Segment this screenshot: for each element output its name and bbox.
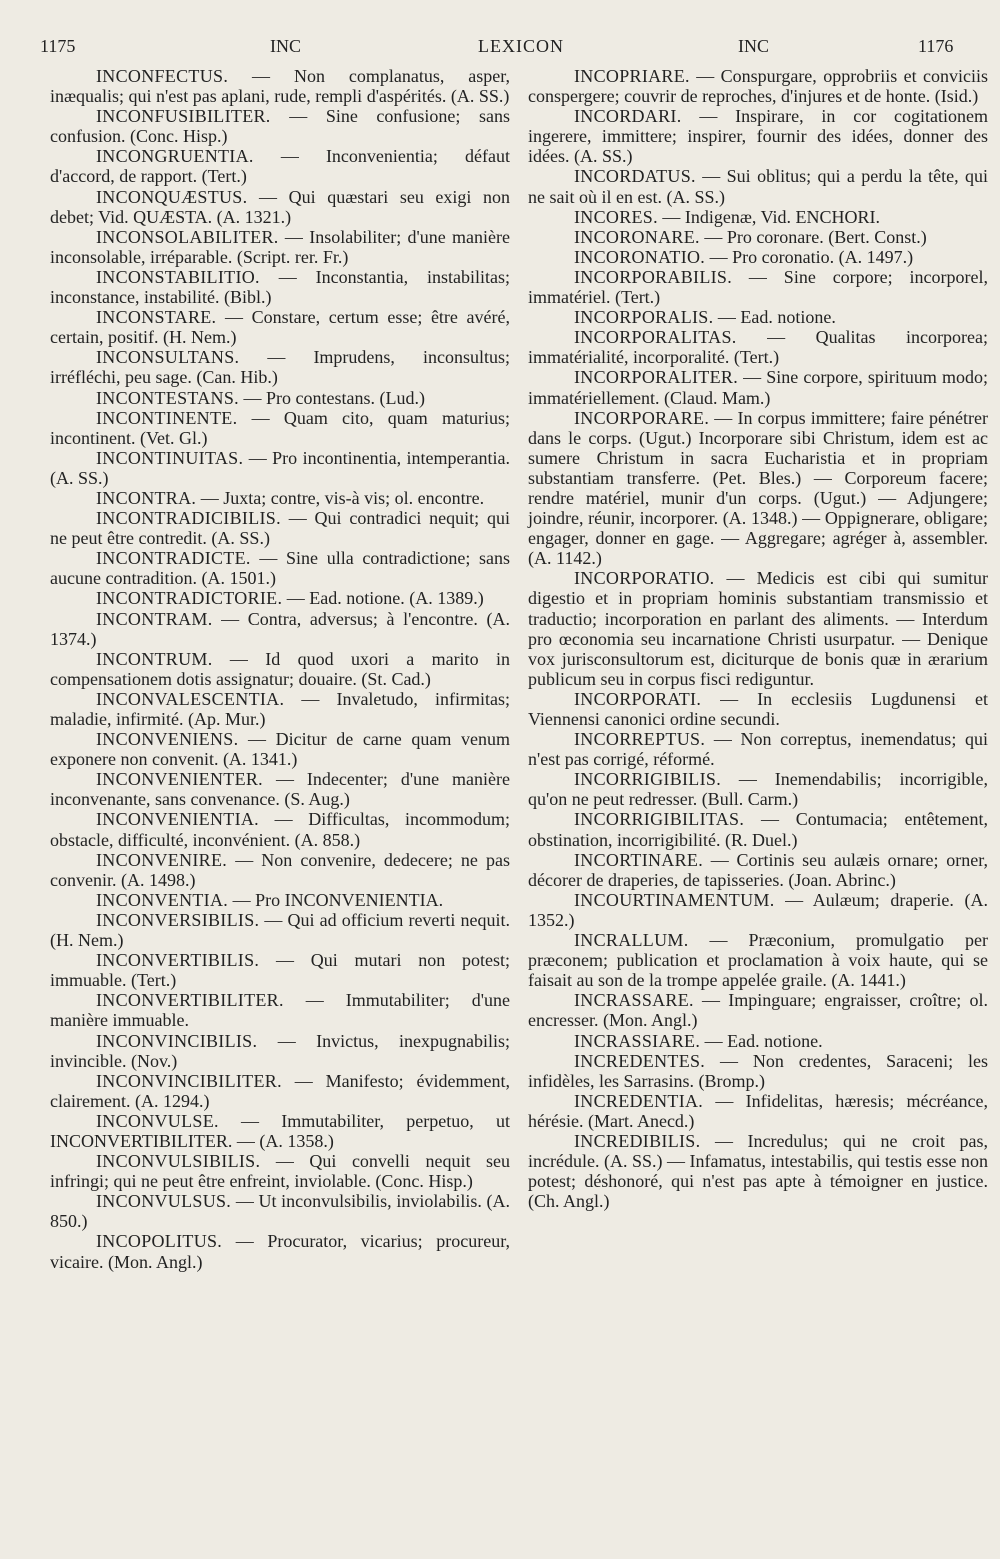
entry-headword: INCONSTABILITIO. — [96, 266, 260, 287]
entry-headword: INCORPORABILIS. — [574, 266, 733, 287]
dictionary-entry — [50, 307, 510, 347]
dictionary-entry — [50, 729, 510, 769]
entry-headword: INCOPRIARE. — [574, 66, 690, 86]
dictionary-entry — [50, 187, 510, 227]
dictionary-entry — [50, 1151, 510, 1191]
dictionary-entry — [50, 1111, 510, 1151]
dictionary-entry — [528, 227, 988, 247]
entry-definition: — Inconvenientia; défaut d'accord, de rapport. (Tert.) — [50, 146, 510, 187]
entry-headword: INCORPORATI. — [574, 688, 702, 709]
left-page-number: 1175 — [40, 36, 76, 56]
dictionary-entry — [50, 1231, 510, 1271]
entry-definition: — Sine corpore, spirituum modo; immatériellement. (Claud. Mam.) — [528, 367, 988, 408]
entry-headword: INCOURTINAMENTUM. — [574, 889, 775, 910]
left-guide-word: INC — [270, 36, 301, 56]
entry-definition: — Impinguare; engraisser, croître; ol. encresser. (Mon. Angl.) — [528, 990, 989, 1031]
entry-headword: INCREDIBILIS. — [574, 1130, 701, 1151]
dictionary-entry — [50, 388, 510, 408]
dictionary-entry — [50, 809, 510, 849]
dictionary-entry — [50, 408, 510, 448]
entry-headword: INCORPORALIS. — [574, 307, 714, 328]
entry-definition: — In corpus immittere; faire pénétrer dans le corps. (Ugut.) Incorporare sibi Christum, idem est ac sumere Christum in sacra Eucharistia et in propriam substantiam transferre. (Pet. Bles.) — Corporeum facere; rendre matériel, munir d'un corps. (Ugut.) — Adjungere; joindre, réunir, incorporer. (A. 1348.) — Oppignerare, obligare; engager, donner en gage. — Aggregare; agréger à, assembler. (A. 1142.) — [528, 407, 989, 569]
dictionary-entry — [50, 990, 510, 1030]
dictionary-entry — [528, 890, 988, 930]
entry-headword: INCORREPTUS. — [574, 729, 706, 750]
entry-definition: — In ecclesiis Lugdunensi et Viennensi canonici ordine secundi. — [528, 688, 988, 729]
entry-headword: INCONVALESCENTIA. — [96, 688, 285, 709]
entry-headword: INCONVENTIA. — [96, 889, 229, 910]
dictionary-entry — [528, 247, 988, 267]
entry-headword: INCONTRADICIBILIS. — [96, 508, 281, 529]
dictionary-entry — [528, 1051, 988, 1091]
dictionary-entry — [528, 568, 988, 689]
entry-headword: INCONFUSIBILITER. — [96, 106, 271, 127]
right-column — [528, 66, 988, 1211]
entry-headword: INCORDATUS. — [574, 166, 696, 187]
entry-headword: INCONVINCIBILITER. — [96, 1070, 282, 1091]
entry-headword: INCONVULSUS. — [96, 1191, 232, 1212]
dictionary-entry — [528, 850, 988, 890]
dictionary-entry — [50, 347, 510, 387]
entry-headword: INCONVULSE. — [96, 1110, 219, 1131]
dictionary-entry — [528, 207, 988, 227]
entry-headword: INCONTINENTE. — [96, 407, 238, 428]
entry-definition: — Qualitas incorporea; immatérialité, incorporalité. (Tert.) — [528, 327, 989, 368]
entry-definition: — Qui ad officium reverti nequit. (H. Nem.) — [50, 909, 511, 951]
entry-headword: INCONTRAM. — [96, 608, 213, 629]
entry-definition: — Manifesto; évidemment, clairement. (A. 1294.) — [50, 1070, 510, 1111]
dictionary-entry — [528, 367, 988, 407]
entry-headword: INCORRIGIBILITAS. — [574, 809, 745, 830]
dictionary-entry — [50, 548, 510, 588]
dictionary-entry — [50, 1071, 510, 1111]
entry-headword: INCONTESTANS. — [96, 387, 239, 408]
entry-headword: INCONVULSIBILIS. — [96, 1151, 261, 1172]
entry-definition: — Ead. notione. — [704, 1030, 823, 1051]
entry-headword: INCRALLUM. — [574, 930, 689, 951]
dictionary-entry — [528, 930, 988, 990]
dictionary-entry — [50, 588, 510, 608]
entry-headword: INCONVENIRE. — [96, 849, 228, 870]
entry-definition: — Qui mutari non potest; immuable. (Tert.) — [50, 950, 511, 991]
entry-headword: INCRASSIARE. — [574, 1030, 701, 1051]
dictionary-entry — [50, 1191, 510, 1231]
entry-definition: — Sine confusione; sans confusion. (Conc. Hisp.) — [50, 106, 511, 147]
entry-definition: — Conspurgare, opprobriis et conviciis conspergere; couvrir de reproches, d'injures et de honte. (Isid.) — [528, 66, 989, 107]
entry-definition: — Aulæum; draperie. (A. 1352.) — [528, 889, 989, 930]
entry-definition: — Indigenæ, Vid. ENCHORI. — [662, 206, 881, 227]
entry-headword: INCORONARE. — [574, 226, 700, 247]
entry-definition: — Præconium, promulgatio per præconem; publication et proclamation à voix haute, qui se faisait au son de la trompe appelée graile. (A. 1441.) — [528, 930, 988, 991]
dictionary-entry — [528, 106, 988, 166]
dictionary-entry — [50, 910, 510, 950]
entry-definition: — Id quod uxori a marito in compensationem dotis assignatur; douaire. (St. Cad.) — [50, 648, 510, 689]
entry-definition: — Pro coronare. (Bert. Const.) — [704, 226, 927, 247]
dictionary-entry — [528, 408, 988, 569]
entry-definition: — Infidelitas, hæresis; mécréance, hérésie. (Mart. Anecd.) — [528, 1090, 988, 1131]
dictionary-entry — [528, 990, 988, 1030]
dictionary-entry — [50, 267, 510, 307]
entry-definition: — Contumacia; entêtement, obstination, incorrigibilité. (R. Duel.) — [528, 809, 988, 850]
entry-headword: INCONTRUM. — [96, 648, 213, 669]
dictionary-entry — [528, 729, 988, 769]
entry-definition: — Procurator, vicarius; procureur, vicaire. (Mon. Angl.) — [50, 1231, 510, 1272]
entry-headword: INCONSULTANS. — [96, 347, 240, 368]
right-guide-word: INC — [738, 36, 769, 56]
entry-headword: INCREDENTES. — [574, 1050, 706, 1071]
dictionary-entry — [50, 950, 510, 990]
dictionary-entry — [50, 488, 510, 508]
entry-headword: INCONGRUENTIA. — [96, 146, 254, 167]
entry-definition: — Non convenire, dedecere; ne pas convenir. (A. 1498.) — [50, 849, 511, 890]
entry-definition: — Contra, adversus; à l'encontre. (A. 1374.) — [50, 608, 510, 649]
dictionary-entry — [528, 1131, 988, 1211]
entry-definition: — Indecenter; d'une manière inconvenante, sans convenance. (S. Aug.) — [50, 769, 510, 810]
entry-headword: INCONVERTIBILITER. — [96, 990, 284, 1011]
entry-definition: — Ut inconvulsibilis, inviolabilis. (A. 850.) — [50, 1191, 511, 1232]
entry-headword: INCONTRA. — [96, 487, 197, 508]
entry-definition: — Medicis est cibi qui sumitur digestio et in propriam hominis substantiam transmissio et traductio; incorporation en parlant des aliments. — Interdum pro œconomia seu incarnatione Christi usurpatur. — Denique vox jurisconsultorum est, diciturque de bonis quæ in ærarium publicum seu in corpus fisci rediguntur. — [528, 568, 989, 689]
entry-definition: — Ead. notione. — [717, 307, 836, 328]
entry-definition: — Ead. notione. (A. 1389.) — [286, 588, 484, 609]
entry-headword: INCREDENTIA. — [574, 1090, 704, 1111]
entry-definition: — Invaletudo, infirmitas; maladie, infirmité. (Ap. Mur.) — [50, 688, 510, 729]
entry-definition: — Qui quæstari seu exigi non debet; Vid. QUÆSTA. (A. 1321.) — [50, 186, 511, 227]
entry-definition: — Immutabiliter, perpetuo, ut INCONVERTIBILITER. — (A. 1358.) — [50, 1110, 511, 1151]
dictionary-entry — [528, 769, 988, 809]
entry-definition: — Inspirare, in cor cogitationem ingerere, immittere; inspirer, fournir des idées, donner des idées. (A. SS.) — [528, 106, 988, 167]
dictionary-entry — [50, 66, 510, 106]
entry-headword: INCORPORATIO. — [574, 568, 715, 589]
dictionary-entry — [528, 327, 988, 367]
dictionary-entry — [50, 649, 510, 689]
entry-definition: — Qui contradici nequit; qui ne peut être contredit. (A. SS.) — [50, 508, 510, 549]
dictionary-entry — [50, 448, 510, 488]
entry-definition: — Constare, certum esse; être avéré, certain, positif. (H. Nem.) — [50, 307, 510, 348]
entry-headword: INCONVERTIBILIS. — [96, 950, 260, 971]
entry-definition: — Non credentes, Saraceni; les infidèles, les Sarrasins. (Bromp.) — [528, 1050, 989, 1091]
dictionary-entry — [50, 1031, 510, 1071]
dictionary-entry — [50, 850, 510, 890]
entry-definition: — Pro coronatio. (A. 1497.) — [709, 246, 914, 267]
entry-headword: INCONSOLABILITER. — [96, 226, 279, 247]
entry-headword: INCONTRADICTORIE. — [96, 588, 283, 609]
entry-definition: — Difficultas, incommodum; obstacle, difficulté, inconvénient. (A. 858.) — [50, 809, 510, 850]
entry-headword: INCONVENIENTER. — [96, 769, 263, 790]
entry-headword: INCOPOLITUS. — [96, 1231, 223, 1252]
entry-headword: INCORPORARE. — [574, 407, 710, 428]
entry-headword: INCONQUÆSTUS. — [96, 186, 248, 207]
entry-definition: — Non correptus, inemendatus; qui n'est pas corrigé, réformé. — [528, 729, 988, 770]
dictionary-entry — [528, 1091, 988, 1131]
dictionary-entry — [50, 689, 510, 729]
dictionary-entry — [528, 809, 988, 849]
entry-definition: — Inemendabilis; incorrigible, qu'on ne peut redresser. (Bull. Carm.) — [528, 769, 988, 810]
dictionary-entry — [528, 689, 988, 729]
entry-headword: INCORDARI. — [574, 106, 682, 127]
dictionary-entry — [50, 106, 510, 146]
entry-headword: INCORPORALITER. — [574, 367, 739, 388]
entry-headword: INCORRIGIBILIS. — [574, 769, 721, 790]
entry-definition: — Sine ulla contradictione; sans aucune contradition. (A. 1501.) — [50, 548, 510, 589]
entry-definition: — Invictus, inexpugnabilis; invincible. (Nov.) — [50, 1030, 510, 1071]
entry-definition: — Dicitur de carne quam venum exponere non convenit. (A. 1341.) — [50, 729, 511, 770]
entry-definition: — Quam cito, quam maturius; incontinent. (Vet. Gl.) — [50, 407, 510, 448]
entry-definition: — Inconstantia, instabilitas; inconstance, instabilité. (Bibl.) — [50, 266, 511, 308]
right-page-number: 1176 — [918, 36, 954, 56]
entry-headword: INCONVERSIBILIS. — [96, 909, 260, 930]
entry-definition: — Cortinis seu aulæis ornare; orner, décorer de draperies, de tapisseries. (Joan. Abrinc.) — [528, 849, 989, 890]
entry-definition: — Sine corpore; incorporel, immatériel. (Tert.) — [528, 266, 989, 308]
entry-headword: INCORTINARE. — [574, 849, 704, 870]
dictionary-entry — [50, 769, 510, 809]
entry-headword: INCRASSARE. — [574, 990, 694, 1011]
entry-definition: — Incredulus; qui ne croit pas, incrédule. (A. SS.) — Infamatus, intestabilis, qui testis esse non potest; déshonoré, qui n'est pas apte à témoigner en justice. (Ch. Angl.) — [528, 1130, 988, 1212]
entry-definition: — Pro contestans. (Lud.) — [243, 387, 425, 408]
running-header — [38, 28, 968, 68]
entry-headword: INCONTRADICTE. — [96, 548, 251, 569]
entry-headword: INCONTINUITAS. — [96, 447, 244, 468]
entry-definition: — Pro incontinentia, intemperantia. (A. SS.) — [50, 447, 510, 488]
dictionary-entry — [528, 307, 988, 327]
dictionary-entry — [50, 508, 510, 548]
dictionary-entry — [50, 890, 510, 910]
entry-headword: INCORONATIO. — [574, 246, 706, 267]
entry-definition: — Imprudens, inconsultus; irréfléchi, peu sage. (Can. Hib.) — [50, 347, 510, 388]
dictionary-entry — [528, 1031, 988, 1051]
entry-headword: INCORES. — [574, 206, 658, 227]
dictionary-entry — [50, 609, 510, 649]
header-title: LEXICON — [478, 36, 564, 56]
entry-headword: INCONVINCIBILIS. — [96, 1030, 258, 1051]
entry-definition: — Pro INCONVENIENTIA. — [232, 889, 444, 910]
dictionary-entry — [50, 227, 510, 267]
dictionary-entry — [528, 166, 988, 206]
entry-definition: — Insolabiliter; d'une manière inconsolable, irréparable. (Script. rer. Fr.) — [50, 226, 510, 267]
entry-headword: INCONVENIENTIA. — [96, 809, 259, 830]
entry-definition: — Juxta; contre, vis-à vis; ol. encontre. — [200, 487, 485, 508]
entry-definition: — Sui oblitus; qui a perdu la tête, qui ne sait où il en est. (A. SS.) — [528, 166, 989, 207]
left-column — [50, 66, 510, 1272]
entry-definition: — Non complanatus, asper, inæqualis; qui n'est pas aplani, rude, rempli d'aspérités. (A. SS.) — [50, 66, 511, 107]
dictionary-entry — [528, 267, 988, 307]
dictionary-entry — [528, 66, 988, 106]
entry-headword: INCONFECTUS. — [96, 66, 229, 86]
entry-definition: — Qui convelli nequit seu infringi; qui ne peut être enfreint, inviolable. (Conc. Hisp.) — [50, 1151, 510, 1192]
dictionary-entry — [50, 146, 510, 186]
entry-headword: INCORPORALITAS. — [574, 327, 737, 348]
entry-headword: INCONSTARE. — [96, 307, 217, 328]
entry-headword: INCONVENIENS. — [96, 729, 239, 750]
entry-definition: — Immutabiliter; d'une manière immuable. — [50, 990, 510, 1031]
